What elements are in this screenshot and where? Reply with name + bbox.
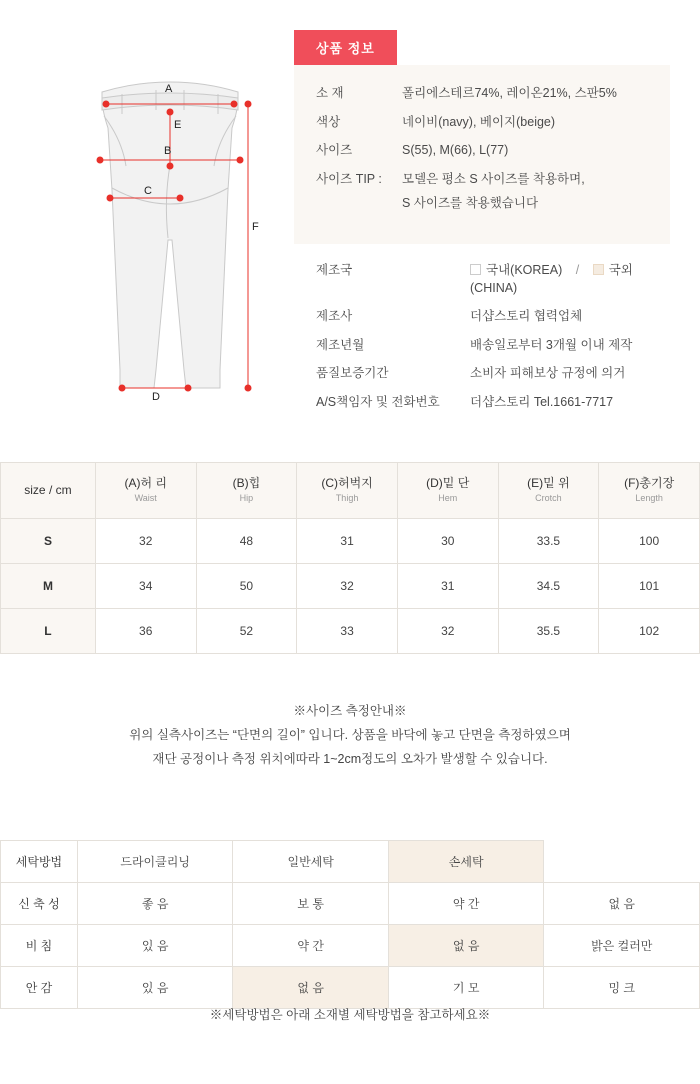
size-row-label-l: L bbox=[1, 609, 96, 654]
maker-value-as: 더샵스토리 Tel.1661-7717 bbox=[470, 394, 614, 409]
maker-value-date: 배송일로부터 3개월 이내 제작 bbox=[470, 337, 633, 352]
notice-line-3: 재단 공정이나 측정 위치에따라 1~2cm정도의 오차가 발생할 수 있습니다. bbox=[152, 751, 548, 766]
size-cell-s-b: 48 bbox=[196, 519, 297, 564]
maker-row-country bbox=[316, 262, 670, 297]
maker-label-date: 제조년월 bbox=[316, 337, 365, 352]
maker-row-as bbox=[316, 394, 670, 412]
table-row bbox=[1, 564, 700, 609]
pants-measurement-diagram bbox=[60, 70, 280, 400]
size-table-header-0: size / cm bbox=[1, 463, 96, 519]
table-row bbox=[1, 883, 700, 925]
wash-care-table bbox=[0, 840, 700, 1009]
size-cell-m-d: 31 bbox=[397, 564, 498, 609]
diagram-label-f: F bbox=[252, 221, 259, 233]
size-table-header-3 bbox=[297, 463, 398, 519]
size-header-ko-1: (A)허 리 bbox=[124, 475, 167, 490]
size-cell-l-a: 36 bbox=[95, 609, 196, 654]
size-cell-s-a: 32 bbox=[95, 519, 196, 564]
maker-label-warranty: 품질보증기간 bbox=[316, 366, 389, 380]
diagram-label-c: C bbox=[144, 185, 152, 197]
wash-row-label-stretch: 신 축 성 bbox=[1, 883, 78, 925]
wash-cell-method-3: 손세탁 bbox=[388, 841, 544, 883]
manufacturer-info bbox=[294, 262, 670, 411]
maker-option-domestic: 국내(KOREA) bbox=[486, 263, 563, 277]
product-info-section bbox=[0, 0, 700, 430]
size-header-ko-6: (F)총기장 bbox=[624, 475, 675, 490]
size-header-en-2: Hip bbox=[239, 493, 254, 504]
maker-value-warranty: 소비자 피해보상 규정에 의거 bbox=[470, 366, 626, 380]
wash-cell-lining-3: 기 모 bbox=[388, 967, 544, 1009]
info-value-material: 폴리에스테르74%, 레이온21%, 스판5% bbox=[402, 86, 617, 100]
size-cell-m-b: 50 bbox=[196, 564, 297, 609]
info-row-color bbox=[316, 114, 648, 132]
size-header-ko-4: (D)밑 단 bbox=[426, 475, 470, 490]
maker-row-warranty bbox=[316, 365, 670, 383]
size-cell-l-f: 102 bbox=[599, 609, 700, 654]
info-panel bbox=[294, 30, 670, 422]
wash-cell-stretch-3: 약 간 bbox=[388, 883, 544, 925]
size-header-en-5: Crotch bbox=[535, 493, 562, 504]
size-cell-l-e: 35.5 bbox=[498, 609, 599, 654]
table-row bbox=[1, 841, 700, 883]
size-cell-l-b: 52 bbox=[196, 609, 297, 654]
maker-label-country: 제조국 bbox=[316, 263, 353, 277]
size-cell-s-d: 30 bbox=[397, 519, 498, 564]
size-header-en-4: Hem bbox=[438, 493, 458, 504]
info-row-size bbox=[316, 142, 648, 160]
maker-label-as: A/S책임자 및 전화번호 bbox=[316, 394, 440, 409]
notice-line-2: 위의 실측사이즈는 “단면의 길이” 입니다. 상품을 바닥에 놓고 단면을 측정하였으며 bbox=[129, 727, 571, 742]
diagram-label-b: B bbox=[164, 145, 172, 157]
maker-row-date bbox=[316, 337, 670, 355]
size-header-ko-2: (B)힙 bbox=[232, 475, 261, 490]
size-cell-l-d: 32 bbox=[397, 609, 498, 654]
wash-cell-lining-1: 있 음 bbox=[77, 967, 233, 1009]
info-value-size-tip-line2: S 사이즈를 착용했습니다 bbox=[402, 196, 539, 210]
wash-cell-stretch-2: 보 통 bbox=[233, 883, 389, 925]
size-table-header-row bbox=[1, 463, 700, 519]
size-table-header-4 bbox=[397, 463, 498, 519]
size-cell-s-e: 33.5 bbox=[498, 519, 599, 564]
table-row bbox=[1, 609, 700, 654]
info-label-material: 소 재 bbox=[316, 86, 344, 100]
diagram-label-a: A bbox=[165, 83, 173, 95]
maker-row-manufacturer bbox=[316, 308, 670, 326]
info-row-material bbox=[316, 85, 648, 103]
wash-cell-lining-2: 없 음 bbox=[233, 967, 389, 1009]
table-row bbox=[1, 967, 700, 1009]
diagram-label-d: D bbox=[152, 391, 160, 400]
wash-row-label-method: 세탁방법 bbox=[1, 841, 78, 883]
measurement-notice bbox=[0, 700, 700, 771]
info-panel-title: 상품 정보 bbox=[294, 30, 397, 65]
checkbox-overseas[interactable] bbox=[593, 264, 604, 275]
wash-cell-sheer-4: 밝은 컬러만 bbox=[544, 925, 700, 967]
wash-cell-method-2: 일반세탁 bbox=[233, 841, 389, 883]
info-row-size-tip bbox=[316, 171, 648, 189]
wash-cell-method-1: 드라이클리닝 bbox=[77, 841, 233, 883]
wash-cell-sheer-1: 있 음 bbox=[77, 925, 233, 967]
size-table-header-2 bbox=[196, 463, 297, 519]
wash-row-label-lining: 안 감 bbox=[1, 967, 78, 1009]
size-row-label-m: M bbox=[1, 564, 96, 609]
maker-label-manufacturer: 제조사 bbox=[316, 309, 353, 323]
size-header-en-6: Length bbox=[635, 493, 663, 504]
size-cell-l-c: 33 bbox=[297, 609, 398, 654]
info-value-color: 네이비(navy), 베이지(beige) bbox=[402, 114, 556, 129]
info-label-size: 사이즈 bbox=[316, 143, 353, 157]
table-row bbox=[1, 925, 700, 967]
wash-cell-stretch-1: 좋 음 bbox=[77, 883, 233, 925]
info-label-color: 색상 bbox=[316, 114, 341, 129]
size-cell-m-f: 101 bbox=[599, 564, 700, 609]
size-cell-m-a: 34 bbox=[95, 564, 196, 609]
maker-option-overseas: 국외(CHINA) bbox=[470, 263, 633, 295]
wash-footer-note: ※세탁방법은 아래 소재별 세탁방법을 참고하세요※ bbox=[209, 1008, 491, 1022]
size-header-ko-3: (C)허벅지 bbox=[321, 475, 373, 490]
maker-value-manufacturer: 더샵스토리 협력업체 bbox=[470, 309, 583, 323]
wash-cell-lining-4: 밍 크 bbox=[544, 967, 700, 1009]
size-header-en-3: Thigh bbox=[335, 493, 359, 504]
size-table-header-5 bbox=[498, 463, 599, 519]
wash-row-label-sheer: 비 침 bbox=[1, 925, 78, 967]
maker-value-country bbox=[470, 262, 670, 297]
size-table bbox=[0, 462, 700, 654]
maker-separator: / bbox=[575, 263, 580, 277]
notice-line-1: ※사이즈 측정안내※ bbox=[293, 704, 407, 718]
size-cell-s-f: 100 bbox=[599, 519, 700, 564]
info-value-size: S(55), M(66), L(77) bbox=[402, 143, 509, 157]
checkbox-domestic[interactable] bbox=[470, 264, 481, 275]
info-panel-body bbox=[294, 65, 670, 244]
wash-cell-sheer-2: 약 간 bbox=[233, 925, 389, 967]
diagram-label-e: E bbox=[174, 119, 182, 131]
wash-cell-sheer-3: 없 음 bbox=[388, 925, 544, 967]
size-table-header-1 bbox=[95, 463, 196, 519]
table-row bbox=[1, 519, 700, 564]
size-cell-m-e: 34.5 bbox=[498, 564, 599, 609]
info-label-size-tip: 사이즈 TIP : bbox=[316, 171, 382, 186]
size-header-ko-5: (E)밑 위 bbox=[527, 475, 570, 490]
wash-cell-stretch-4: 없 음 bbox=[544, 883, 700, 925]
size-table-header-6 bbox=[599, 463, 700, 519]
wash-cell-method-4 bbox=[544, 841, 700, 883]
size-cell-m-c: 32 bbox=[297, 564, 398, 609]
size-cell-s-c: 31 bbox=[297, 519, 398, 564]
info-value-size-tip: 모델은 평소 S 사이즈를 착용하며, bbox=[402, 171, 585, 186]
size-row-label-s: S bbox=[1, 519, 96, 564]
size-header-en-1: Waist bbox=[134, 493, 157, 504]
